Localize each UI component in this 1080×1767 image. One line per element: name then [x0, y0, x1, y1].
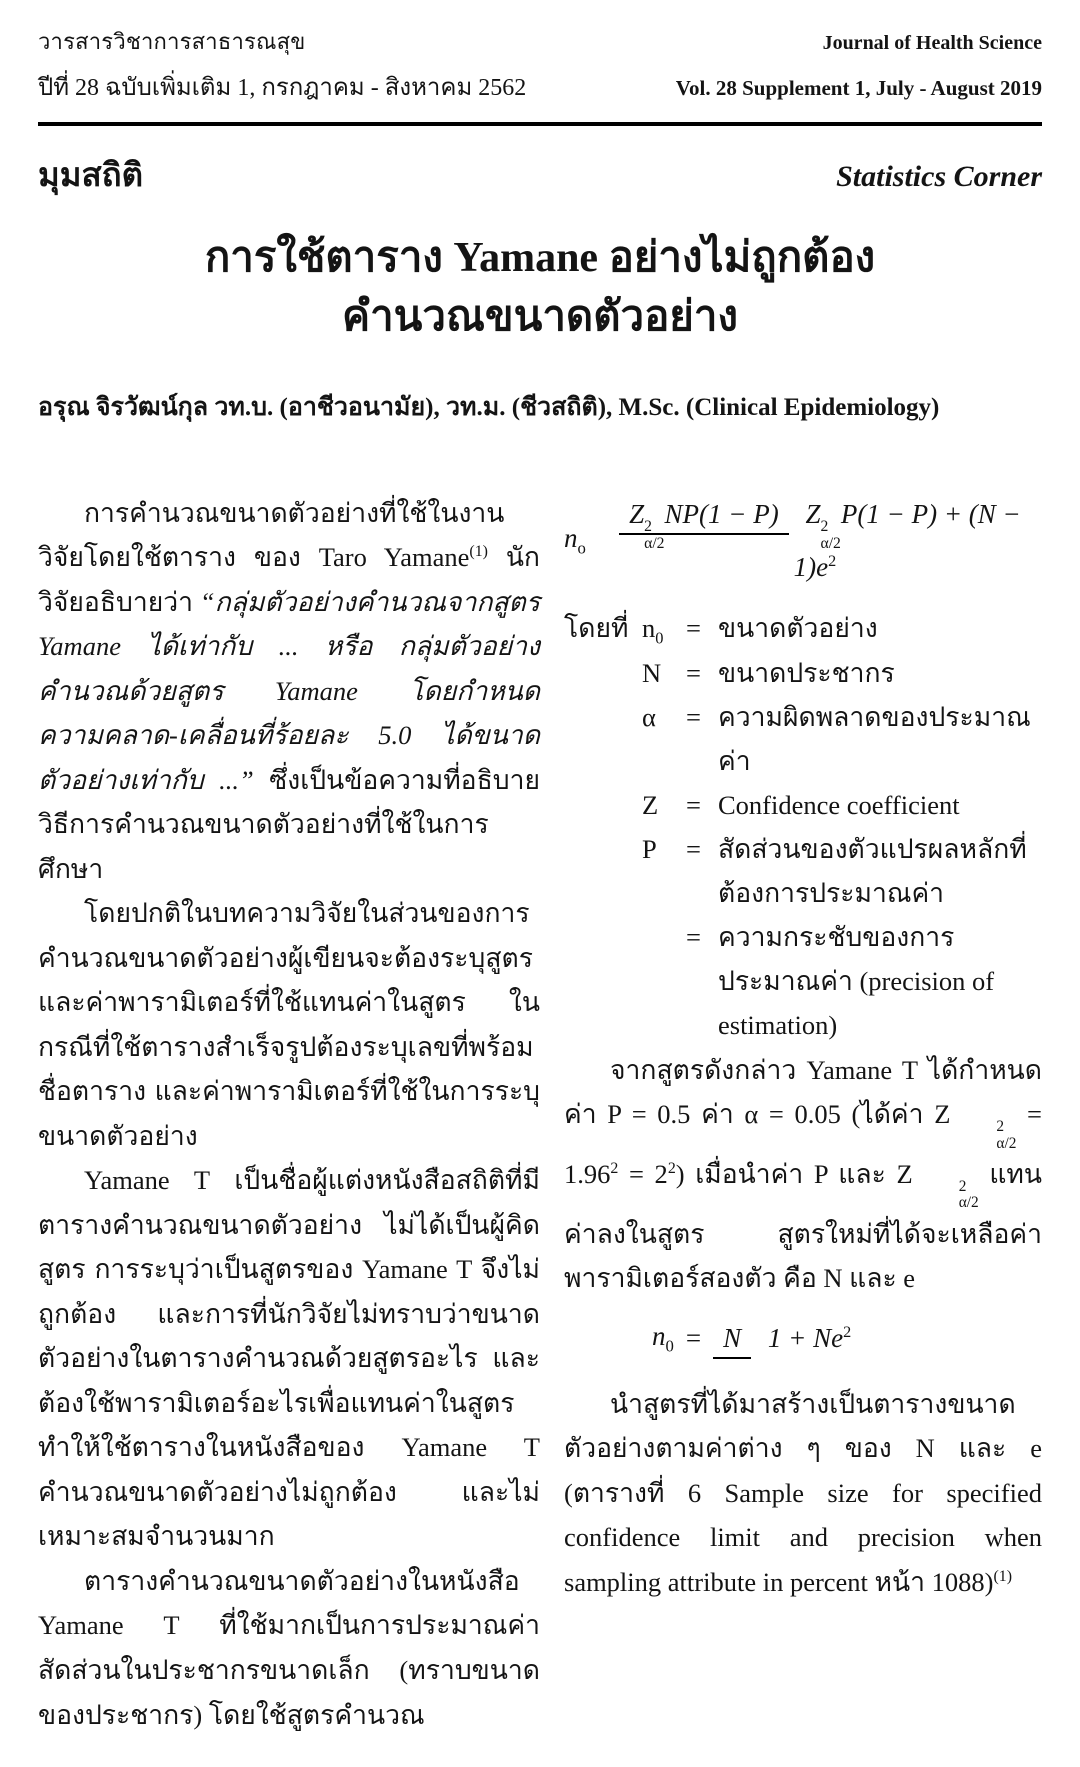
paragraph-table-construction: นำสูตรที่ได้มาสร้างเป็นตารางขนาดตัวอย่างตามค่าต่าง ๆ ของ N และ e (ตารางที่ 6 Sample size for specified confidence limit and precision when sampling attribute in percent หน้า 1088)$^{(1)}$ — [564, 1388, 1042, 1597]
where-label: โดยที่ — [564, 613, 629, 644]
left-column — [38, 491, 540, 1737]
section-title-english: Statistics Corner — [836, 160, 1042, 193]
definition-P: P = สัดส่วนของตัวแปรผลหลักที่ต้องการประมาณค่า — [642, 833, 1027, 908]
formula-sample-size-full — [564, 499, 1042, 583]
journal-name-english: Journal of Health Science — [822, 32, 1042, 54]
journal-name-thai: วารสารวิชาการสาธารณสุข — [38, 29, 306, 54]
section-banner — [38, 148, 1042, 201]
formula2-lhs: $n_0$ — [652, 1320, 674, 1355]
paragraph-intro: การคำนวณขนาดตัวอย่างที่ใช้ในงานวิจัยโดยใช้ตาราง ของ Taro Yamane$^{(1)}$ นักวิจัยอธิบายว่า “กลุ่มตัวอย่างคำนวณจากสูตร Yamane ได้เท่ากับ ... หรือ กลุ่มตัวอย่างคำนวณด้วยสูตร Yamane โดยกำหนดความคลาด-เคลื่อนที่ร้อยละ 5.0 ได้ขนาดตัวอย่างเท่ากับ ...” ซึ่งเป็นข้อความที่อธิบายวิธีการคำนวณขนาดตัวอย่างที่ใช้ในการศึกษา — [38, 497, 540, 884]
formula1-numerator: Z 2 α/2 NP(1 − P) — [619, 499, 789, 535]
header-divider — [38, 122, 1042, 126]
issue-info-english: Vol. 28 Supplement 1, July - August 2019 — [675, 76, 1042, 100]
citation-superscript: (1) — [993, 1568, 1012, 1586]
formula2-fraction — [713, 1323, 861, 1354]
article-body — [38, 491, 1042, 1737]
paragraph-reporting-practice: โดยปกติในบทความวิจัยในส่วนของการคำนวณขนาดตัวอย่างผู้เขียนจะต้องระบุสูตร และค่าพารามิเตอร์ที่ใช้แทนค่าในสูตร ในกรณีที่ใช้ตารางสำเร็จรูปต้องระบุเลขที่พร้อมชื่อตาราง และค่าพารามิเตอร์ที่ใช้ในการระบุขนาดตัวอย่าง — [38, 898, 540, 1151]
right-column — [564, 491, 1042, 1737]
article-title-line1: การใช้ตาราง Yamane อย่างไม่ถูกต้อง — [204, 235, 876, 281]
paragraph-yamane-author: Yamane T เป็นชื่อผู้แต่งหนังสือสถิติที่มีตารางคำนวณขนาดตัวอย่าง ไม่ได้เป็นผู้คิดสูตร การระบุว่าเป็นสูตรของ Yamane T จึงไม่ถูกต้อง และการที่นักวิจัยไม่ทราบว่าขนาดตัวอย่างในตารางคำนวณด้วยสูตรอะไร และต้องใช้พารามิเตอร์อะไรเพื่อแทนค่าในสูตร ทำให้ใช้ตารางในหนังสือของ Yamane T คำนวณขนาดตัวอย่างไม่ถูกต้อง และไม่เหมาะสมจำนวนมาก — [38, 1165, 540, 1552]
definition-e: = ความกระชับของการประมาณค่า (precision of estimation) — [686, 921, 995, 1040]
definition-N: N = ขนาดประชากร — [642, 657, 895, 688]
definition-alpha: α = ความผิดพลาดของประมาณค่า — [642, 701, 1031, 776]
definition-n0: โดยที่ $n_0$ = ขนาดตัวอย่าง — [564, 607, 1042, 652]
article-title — [38, 229, 1042, 347]
quoted-text: “กลุ่มตัวอย่างคำนวณจากสูตร Yamane ได้เท่ากับ ... หรือ กลุ่มตัวอย่างคำนวณด้วยสูตร Yamane โดยกำหนดความคลาด-เคลื่อนที่ร้อยละ 5.0 ได้ขนาดตัวอย่างเท่ากับ ...” — [38, 586, 540, 795]
formula2-equals: = — [685, 1322, 702, 1353]
article-title-line2: คำนวณขนาดตัวอย่าง — [341, 293, 738, 340]
definition-Z: Z = Confidence coefficient — [642, 789, 960, 820]
formula1-lhs: $n_o$ — [564, 523, 586, 558]
paragraph-substitution: จากสูตรดังกล่าว Yamane T ได้กำหนดค่า P = 0.5 ค่า α = 0.05 (ได้ค่า Z 2 α/2 = $1.96^2 = 2^2$) เมื่อนำค่า P และ Z 2 α/2 แทนค่าลงในสูตร สูตรใหม่ที่ได้จะเหลือค่าพารามิเตอร์สองตัว คือ N และ e — [564, 1054, 1042, 1294]
running-head-line2 — [38, 67, 1042, 106]
formula1-denominator: Z 2 α/2 $P(1 - P) + (N - 1)e^2$ — [793, 498, 1021, 583]
formula-sample-size-reduced — [652, 1321, 1042, 1356]
running-head-line1 — [38, 24, 1042, 59]
issue-info-thai: ปีที่ 28 ฉบับเพิ่มเติม 1, กรกฎาคม - สิงหาคม 2562 — [38, 75, 527, 101]
formula2-numerator: N — [713, 1323, 751, 1359]
section-title-thai: มุมสถิติ — [38, 156, 144, 193]
author-line: อรุณ จิรวัฒน์กุล วท.บ. (อาชีวอนามัย), วท.ม. (ชีวสถิติ), M.Sc. (Clinical Epidemiology) — [38, 393, 940, 421]
formula2-denominator: $1 + Ne^2$ — [767, 1322, 852, 1353]
parameter-definitions — [564, 607, 1042, 1047]
z-squared-alpha-half: 2 α/2 — [996, 1118, 1017, 1152]
paragraph-table-usage: ตารางคำนวณขนาดตัวอย่างในหนังสือ Yamane T ที่ใช้มากเป็นการประมาณค่าสัดส่วนในประชากรขนาดเล็ก (ทราบขนาดของประชากร) โดยใช้สูตรคำนวณ — [38, 1565, 540, 1730]
citation-superscript: (1) — [469, 543, 488, 561]
formula1-fraction — [598, 499, 1042, 583]
z-squared-alpha-half: 2 α/2 — [958, 1178, 979, 1212]
